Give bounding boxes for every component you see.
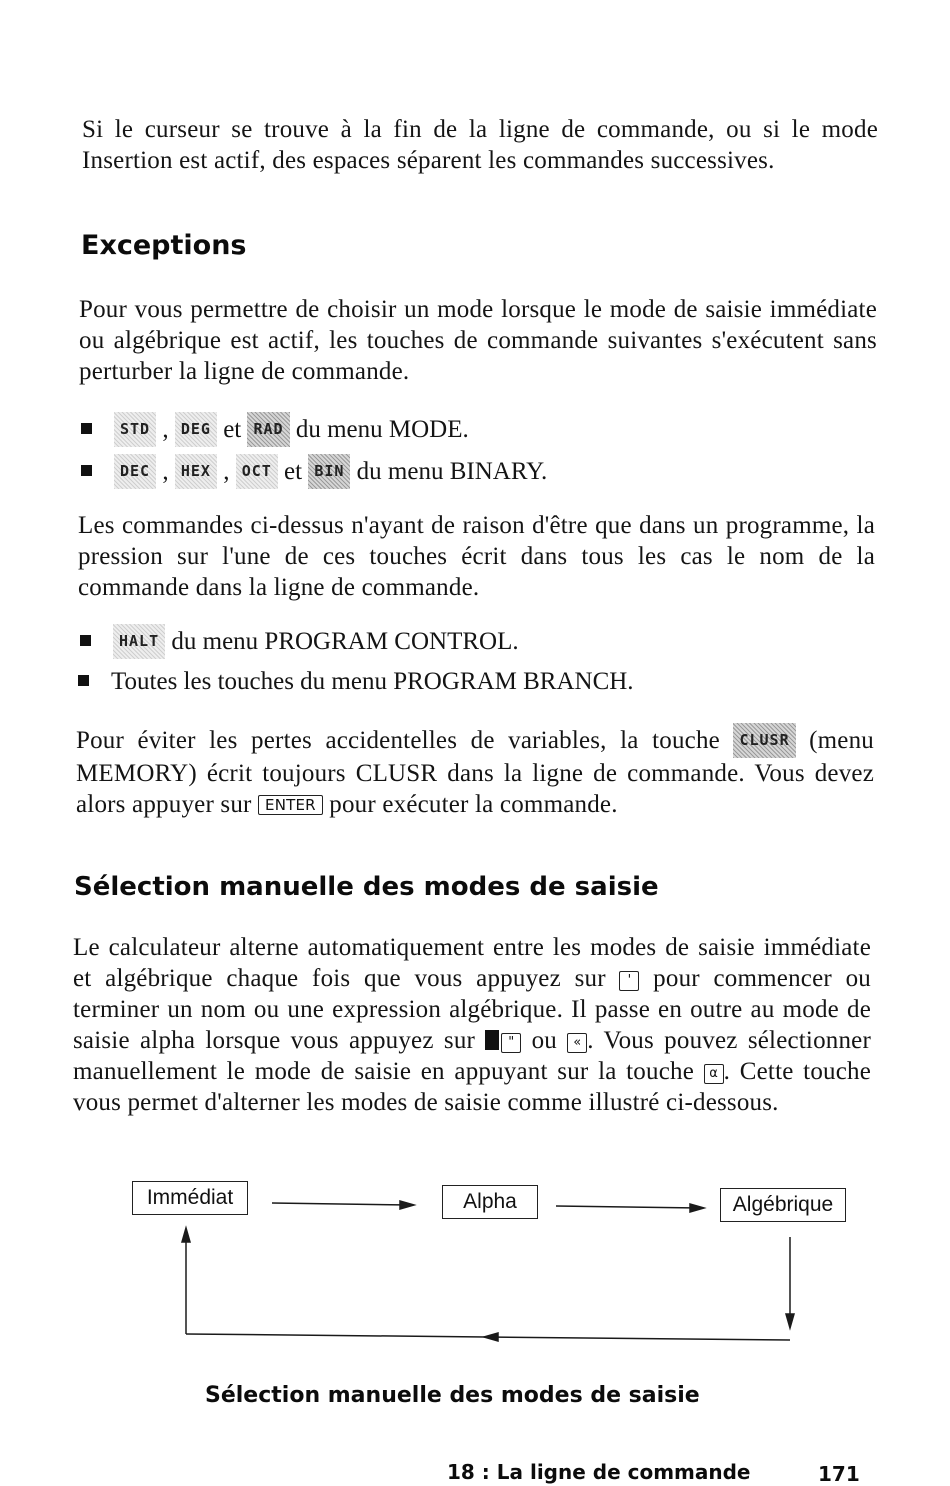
chevron-key: « (567, 1033, 587, 1053)
diagram-caption: Sélection manuelle des modes de saisie (205, 1383, 700, 1408)
arrow-immediate-to-alpha (272, 1203, 410, 1205)
exceptions-heading: Exceptions (81, 230, 247, 261)
intro-paragraph: Si le curseur se trouve à la fin de la ligne de commande, ou si le mode Insertion est actif, des espaces séparent les commandes successives. (82, 116, 878, 174)
separator: , (162, 458, 169, 485)
separator: , (223, 458, 230, 485)
clusr-text-1: Pour éviter les pertes accidentelles de variables, la touche (76, 727, 720, 754)
clusr-text-3: pour exécuter la commande. (329, 791, 618, 818)
softkey-oct: OCT (236, 454, 278, 489)
manual-text-3: ou (531, 1027, 558, 1054)
manual-selection-heading: Sélection manuelle des modes de saisie (74, 872, 659, 902)
bullet-suffix: du menu PROGRAM CONTROL. (171, 628, 519, 655)
exceptions-paragraph: Pour vous permettre de choisir un mode lorsque le mode de saisie immédiate ou algébrique est actif, les touches de commande suivantes s'exécutent sans perturber la ligne de commande. (79, 296, 877, 385)
arrowhead-left-icon (484, 1333, 498, 1341)
box-alpha: Alpha (442, 1185, 538, 1219)
softkey-std: STD (114, 412, 156, 447)
conjunction: et (223, 416, 242, 443)
softkey-rad: RAD (247, 412, 289, 447)
box-algebraic: Algébrique (720, 1188, 846, 1222)
conjunction: et (284, 458, 303, 485)
arrow-alpha-to-algebraic (556, 1206, 700, 1208)
separator: , (162, 416, 169, 443)
footer-page-number: 171 (818, 1462, 860, 1486)
box-immediate: Immédiat (132, 1181, 248, 1215)
arrowhead-up-icon (182, 1228, 190, 1242)
softkey-hex: HEX (175, 454, 217, 489)
manual-text-4: . Vous pouvez sélectionner manuellement le mode de saisie en appuyant sur la touche (73, 1027, 872, 1085)
manual-text-2: pour commencer ou terminer un nom ou une expression algébrique. Il passe en outre au mode de saisie alpha lorsque vous appuyez sur (73, 965, 872, 1054)
arrowhead-down-icon (786, 1314, 794, 1328)
quote-key: " (501, 1033, 521, 1053)
footer-chapter: 18 : La ligne de commande (447, 1460, 751, 1484)
arrowhead-right-icon (690, 1204, 704, 1212)
bullet-text: Toutes les touches du menu PROGRAM BRANCH. (111, 668, 634, 695)
alpha-key: α (704, 1064, 724, 1084)
softkey-clusr: CLUSR (733, 723, 795, 758)
clusr-text-2: (menu MEMORY) écrit toujours CLUSR dans la ligne de commande. Vous devez alors appuyer sur (76, 727, 875, 818)
bullet-suffix: du menu BINARY. (356, 458, 548, 485)
bullet-suffix: du menu MODE. (295, 416, 469, 443)
softkey-deg: DEG (175, 412, 217, 447)
program-commands-paragraph: Les commandes ci-dessus n'ayant de raison d'être que dans un programme, la pression sur l'une de ces touches écrit dans tous les cas le nom de la commande dans la ligne de commande. (78, 512, 875, 601)
softkey-halt: HALT (113, 624, 165, 659)
softkey-dec: DEC (114, 454, 156, 489)
enter-key: ENTER (258, 795, 323, 815)
manual-text-5: . Cette touche vous permet d'alterner les modes de saisie comme illustré ci-dessous. (73, 1058, 872, 1116)
manual-text-1: Le calculateur alterne automatiquement entre les modes de saisie immédiate et algébrique chaque fois que vous appuyez sur (73, 934, 871, 992)
arrowhead-right-icon (400, 1201, 414, 1209)
tick-key: ' (619, 971, 639, 991)
softkey-bin: BIN (308, 454, 350, 489)
